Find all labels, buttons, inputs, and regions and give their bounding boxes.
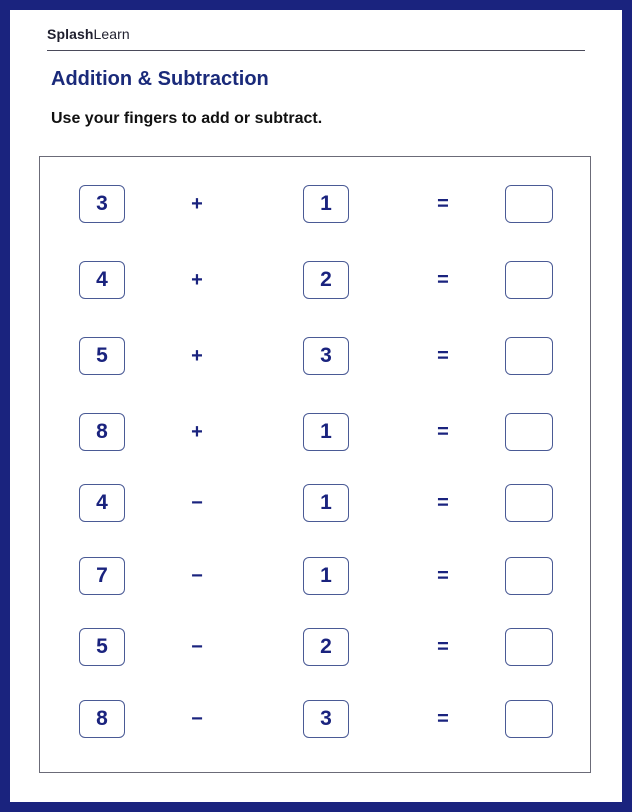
problem-row: [40, 337, 590, 377]
answer-box[interactable]: [505, 413, 553, 451]
answer-box[interactable]: [505, 337, 553, 375]
second-number-box: 1: [303, 484, 349, 522]
second-number-box: 1: [303, 557, 349, 595]
header-divider: [47, 50, 585, 51]
problem-frame: [39, 156, 591, 773]
equals-sign: =: [437, 192, 449, 215]
operator-sign: +: [191, 268, 203, 291]
first-number-box: 4: [79, 261, 125, 299]
second-number-box: 1: [303, 413, 349, 451]
equals-sign: =: [437, 268, 449, 291]
first-number-box: 8: [79, 700, 125, 738]
second-number-box: 3: [303, 337, 349, 375]
operator-sign: +: [191, 192, 203, 215]
first-number-box: 5: [79, 337, 125, 375]
operator-sign: −: [191, 564, 203, 587]
answer-box[interactable]: [505, 700, 553, 738]
equals-sign: =: [437, 635, 449, 658]
problem-row: [40, 185, 590, 225]
operator-sign: −: [191, 491, 203, 514]
problem-row: [40, 261, 590, 301]
equals-sign: =: [437, 420, 449, 443]
second-number-box: 1: [303, 185, 349, 223]
worksheet-instructions: Use your fingers to add or subtract.: [51, 110, 323, 127]
answer-box[interactable]: [505, 557, 553, 595]
first-number-box: 5: [79, 628, 125, 666]
answer-box[interactable]: [505, 484, 553, 522]
problem-row: [40, 557, 590, 597]
brand-logo: [47, 26, 130, 42]
second-number-box: 2: [303, 628, 349, 666]
second-number-box: 2: [303, 261, 349, 299]
problem-row: [40, 484, 590, 524]
first-number-box: 7: [79, 557, 125, 595]
problem-row: [40, 628, 590, 668]
equals-sign: =: [437, 344, 449, 367]
operator-sign: +: [191, 344, 203, 367]
brand-logo-part1: Splash: [47, 26, 94, 42]
operator-sign: −: [191, 707, 203, 730]
answer-box[interactable]: [505, 628, 553, 666]
brand-logo-part2: Learn: [93, 26, 130, 42]
problem-row: [40, 413, 590, 453]
worksheet-title: Addition & Subtraction: [51, 68, 269, 90]
first-number-box: 3: [79, 185, 125, 223]
equals-sign: =: [437, 707, 449, 730]
equals-sign: =: [437, 491, 449, 514]
first-number-box: 8: [79, 413, 125, 451]
worksheet-page: [10, 10, 622, 802]
operator-sign: +: [191, 420, 203, 443]
answer-box[interactable]: [505, 261, 553, 299]
second-number-box: 3: [303, 700, 349, 738]
operator-sign: −: [191, 635, 203, 658]
problem-row: [40, 700, 590, 740]
equals-sign: =: [437, 564, 449, 587]
answer-box[interactable]: [505, 185, 553, 223]
first-number-box: 4: [79, 484, 125, 522]
